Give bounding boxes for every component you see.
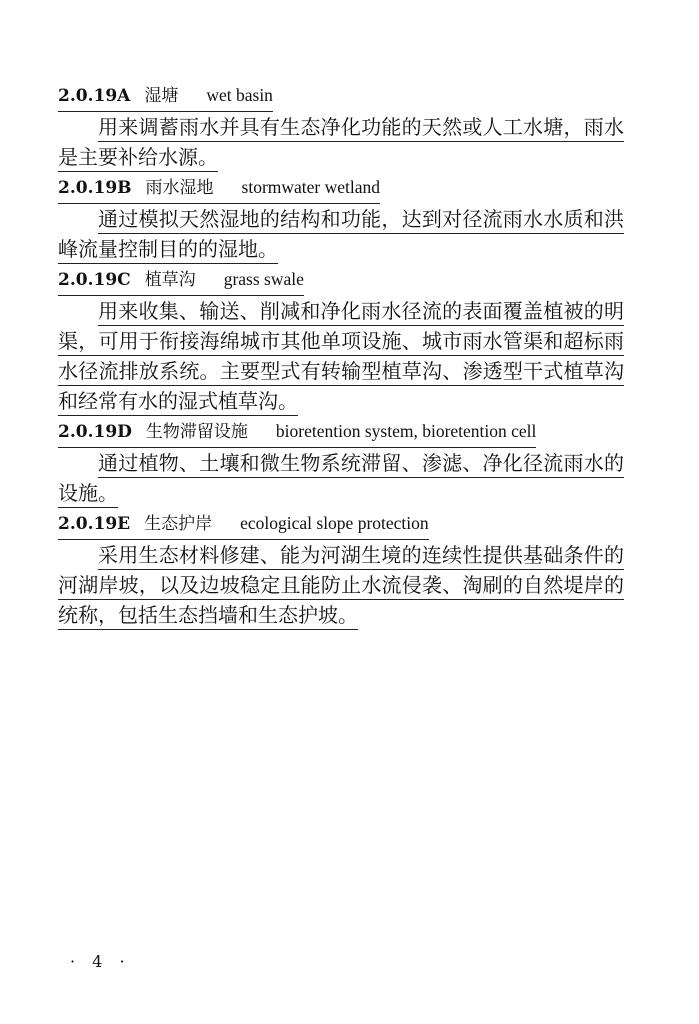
term-english: bioretention system, bioretention cell xyxy=(275,421,537,441)
term-chinese: 雨水湿地 xyxy=(145,178,214,198)
term-entry-19b xyxy=(58,172,624,264)
term-english: stormwater wetland xyxy=(241,177,381,197)
term-definition-text: 通过植物、土壤和微生物系统滞留、渗滤、净化径流雨水的设施。 xyxy=(58,451,624,508)
term-chinese: 植草沟 xyxy=(144,270,196,290)
term-number: 2.0.19B xyxy=(58,178,132,198)
term-definition xyxy=(58,540,624,630)
term-definition xyxy=(58,204,624,264)
term-entry-19a xyxy=(58,80,624,172)
term-number: 2.0.19D xyxy=(58,422,132,442)
term-definition xyxy=(58,448,624,508)
term-entry-19e xyxy=(58,508,624,630)
term-heading xyxy=(58,172,380,204)
document-body xyxy=(58,80,624,630)
term-entry-19c xyxy=(58,264,624,416)
term-definition-text: 采用生态材料修建、能为河湖生境的连续性提供基础条件的河湖岸坡，以及边坡稳定且能防止水流侵袭、淘刷的自然堤岸的统称，包括生态挡墙和生态护坡。 xyxy=(58,543,624,630)
term-definition-text: 用来调蓄雨水并具有生态净化功能的天然或人工水塘，雨水是主要补给水源。 xyxy=(58,115,624,172)
term-number: 2.0.19C xyxy=(58,270,131,290)
term-chinese: 生态护岸 xyxy=(144,514,213,534)
term-heading xyxy=(58,416,536,448)
term-definition-text: 通过模拟天然湿地的结构和功能，达到对径流雨水水质和洪峰流量控制目的的湿地。 xyxy=(58,207,624,264)
term-chinese: 湿塘 xyxy=(144,86,179,106)
term-heading xyxy=(58,508,429,540)
term-english: grass swale xyxy=(223,269,304,289)
term-number: 2.0.19E xyxy=(58,514,131,534)
term-heading xyxy=(58,80,273,112)
term-english: wet basin xyxy=(206,85,273,105)
term-chinese: 生物滞留设施 xyxy=(145,422,248,442)
term-definition xyxy=(58,296,624,416)
page-number: · 4 · xyxy=(70,952,131,971)
term-entry-19d xyxy=(58,416,624,508)
term-definition xyxy=(58,112,624,172)
term-definition-text: 用来收集、输送、削减和净化雨水径流的表面覆盖植被的明渠，可用于衔接海绵城市其他单项设施、城市雨水管渠和超标雨水径流排放系统。主要型式有转输型植草沟、渗透型干式植草沟和经常有水的湿式植草沟。 xyxy=(58,299,624,416)
term-heading xyxy=(58,264,304,296)
term-english: ecological slope protection xyxy=(240,513,429,533)
term-number: 2.0.19A xyxy=(58,86,131,106)
